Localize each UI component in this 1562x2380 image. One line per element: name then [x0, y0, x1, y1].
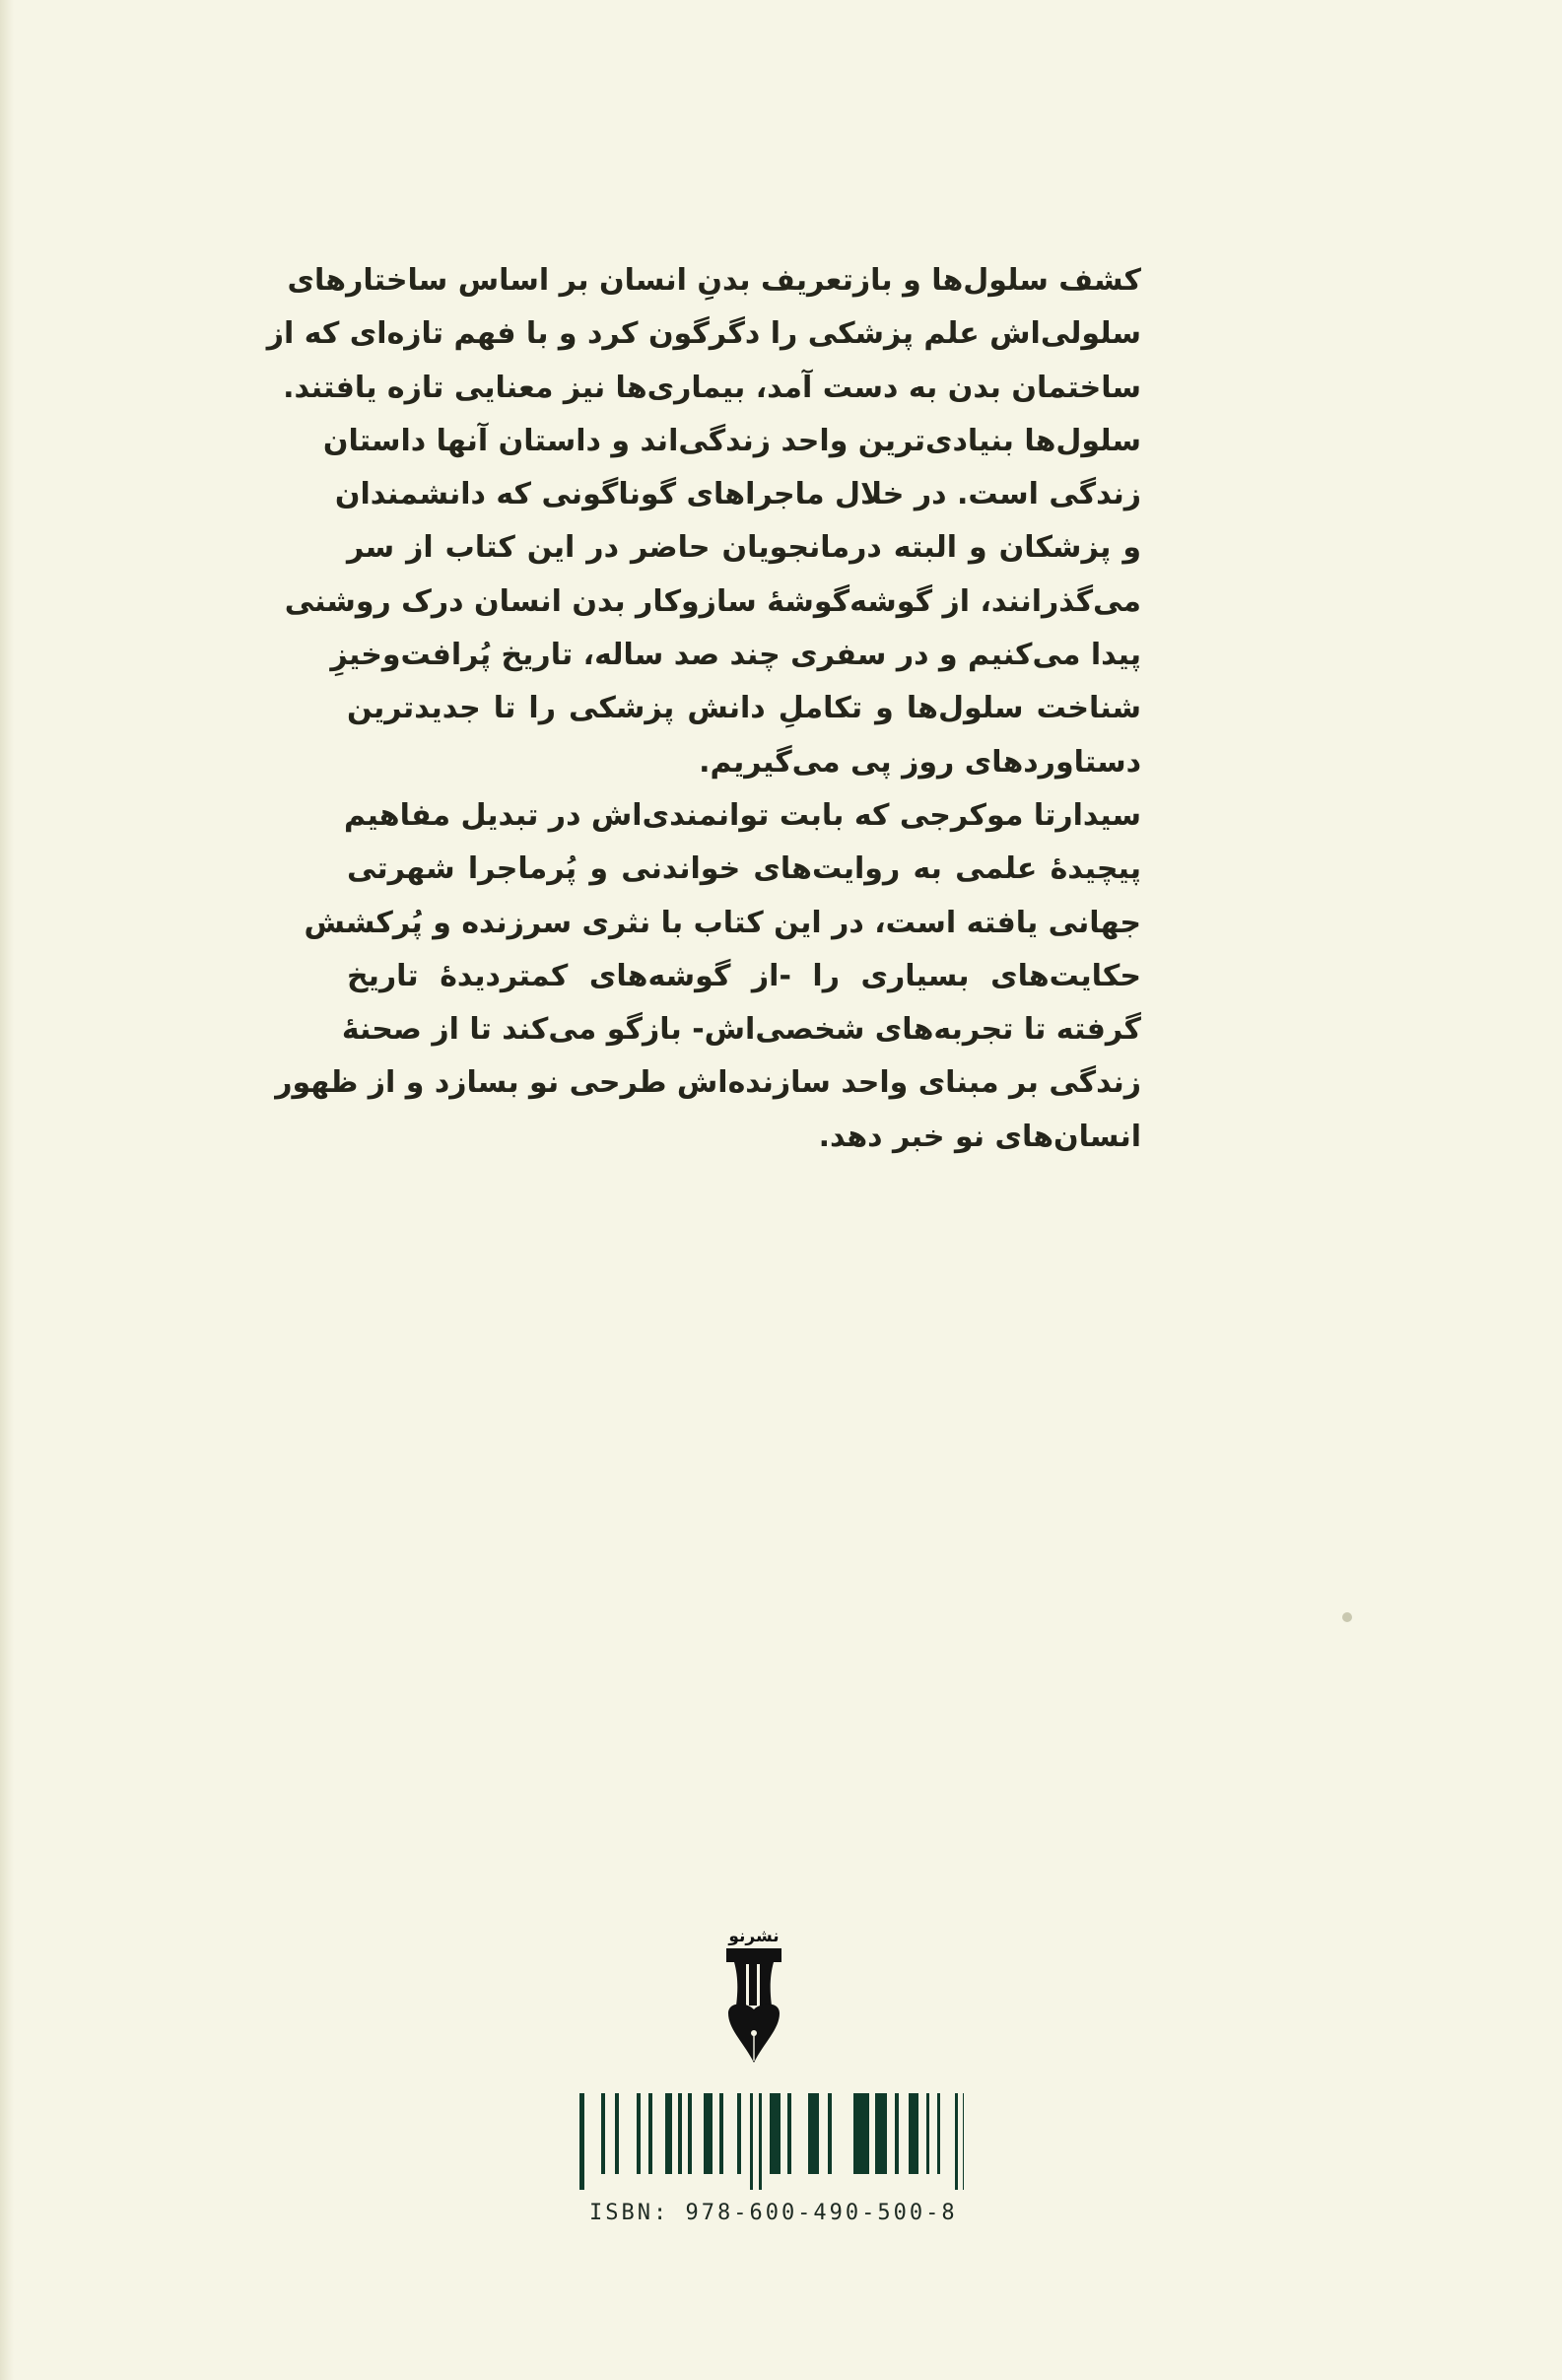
barcode-bar — [704, 2093, 713, 2174]
blurb-line: زندگی است. در خلال ماجراهای گوناگونی که دانشمندان — [334, 477, 1141, 512]
isbn-number: ISBN: 978-600-490-500-8 — [589, 2201, 958, 2225]
barcode-bar — [808, 2093, 819, 2174]
blurb-line: پیچیدهٔ علمی به روایت‌های خواندنی و پُرماجرا شهرتی — [347, 851, 1141, 887]
blurb-line: سلولی‌اش علم پزشکی را دگرگون کرد و با فهم تازه‌ای که از — [266, 316, 1141, 352]
barcode-bar — [615, 2093, 619, 2174]
barcode-bar — [579, 2093, 584, 2190]
barcode-bar — [750, 2093, 753, 2190]
back-cover-blurb — [266, 254, 1141, 1164]
blurb-line: و پزشکان و البته درمانجویان حاضر در این کتاب از سر — [347, 530, 1141, 566]
isbn-barcode — [579, 2093, 964, 2190]
barcode-bar — [963, 2093, 964, 2190]
barcode-bar — [665, 2093, 672, 2174]
blurb-line: زندگی بر مبنای واحد سازنده‌اش طرحی نو بسازد و از ظهور — [275, 1065, 1141, 1101]
barcode-bar — [648, 2093, 652, 2174]
blurb-line: پیدا می‌کنیم و در سفری چند صد ساله، تاریخ پُرافت‌وخیزِ — [330, 638, 1141, 673]
blurb-line: سلول‌ها بنیادی‌ترین واحد زندگی‌اند و داستان آنها داستان — [322, 423, 1141, 458]
barcode-bar — [759, 2093, 762, 2190]
barcode-bar — [853, 2093, 869, 2174]
barcode-bar — [601, 2093, 605, 2174]
blurb-line: انسان‌های نو خبر دهد. — [818, 1119, 1141, 1154]
cover-edge-shadow — [0, 0, 14, 2380]
blurb-line: کشف سلول‌ها و بازتعریف بدنِ انسان بر اساس ساختارهای — [287, 263, 1141, 298]
barcode-bar — [895, 2093, 899, 2174]
blurb-line: سیدارتا موکرجی که بابت توانمندی‌اش در تبدیل مفاهیم — [344, 797, 1141, 833]
blurb-line: شناخت سلول‌ها و تکاملِ دانش پزشکی را تا جدیدترین — [347, 691, 1141, 726]
blurb-line: دستاوردهای روز پی می‌گیریم. — [699, 744, 1141, 780]
blurb-line: حکایت‌های بسیاری را -از گوشه‌های کمتردیدهٔ تاریخ — [347, 958, 1141, 993]
print-speck — [1342, 1612, 1352, 1622]
barcode-bar — [737, 2093, 741, 2174]
barcode-bar — [770, 2093, 781, 2174]
blurb-line: گرفته تا تجربه‌های شخصی‌اش- بازگو می‌کند تا از صحنهٔ — [341, 1012, 1141, 1048]
barcode-bar — [719, 2093, 723, 2174]
barcode-bar — [678, 2093, 682, 2174]
publisher-name: نشرنو — [728, 1927, 780, 1946]
blurb-line: جهانی یافته است، در این کتاب با نثری سرزنده و پُرکشش — [304, 905, 1141, 940]
barcode-bar — [955, 2093, 958, 2190]
pen-nib-icon — [724, 1946, 783, 2065]
barcode-bar — [828, 2093, 832, 2174]
barcode-bar — [937, 2093, 940, 2174]
barcode-bar — [875, 2093, 887, 2174]
barcode-bar — [688, 2093, 692, 2174]
barcode-bar — [787, 2093, 791, 2174]
barcode-bar — [909, 2093, 918, 2174]
barcode-bar — [926, 2093, 929, 2174]
publisher-logo — [719, 1927, 788, 2069]
barcode-bar — [637, 2093, 641, 2174]
blurb-line: می‌گذرانند، از گوشه‌گوشهٔ سازوکار بدن انسان درک روشنی — [284, 583, 1141, 619]
blurb-line: ساختمان بدن به دست آمد، بیماری‌ها نیز معنایی تازه یافتند. — [283, 370, 1141, 405]
